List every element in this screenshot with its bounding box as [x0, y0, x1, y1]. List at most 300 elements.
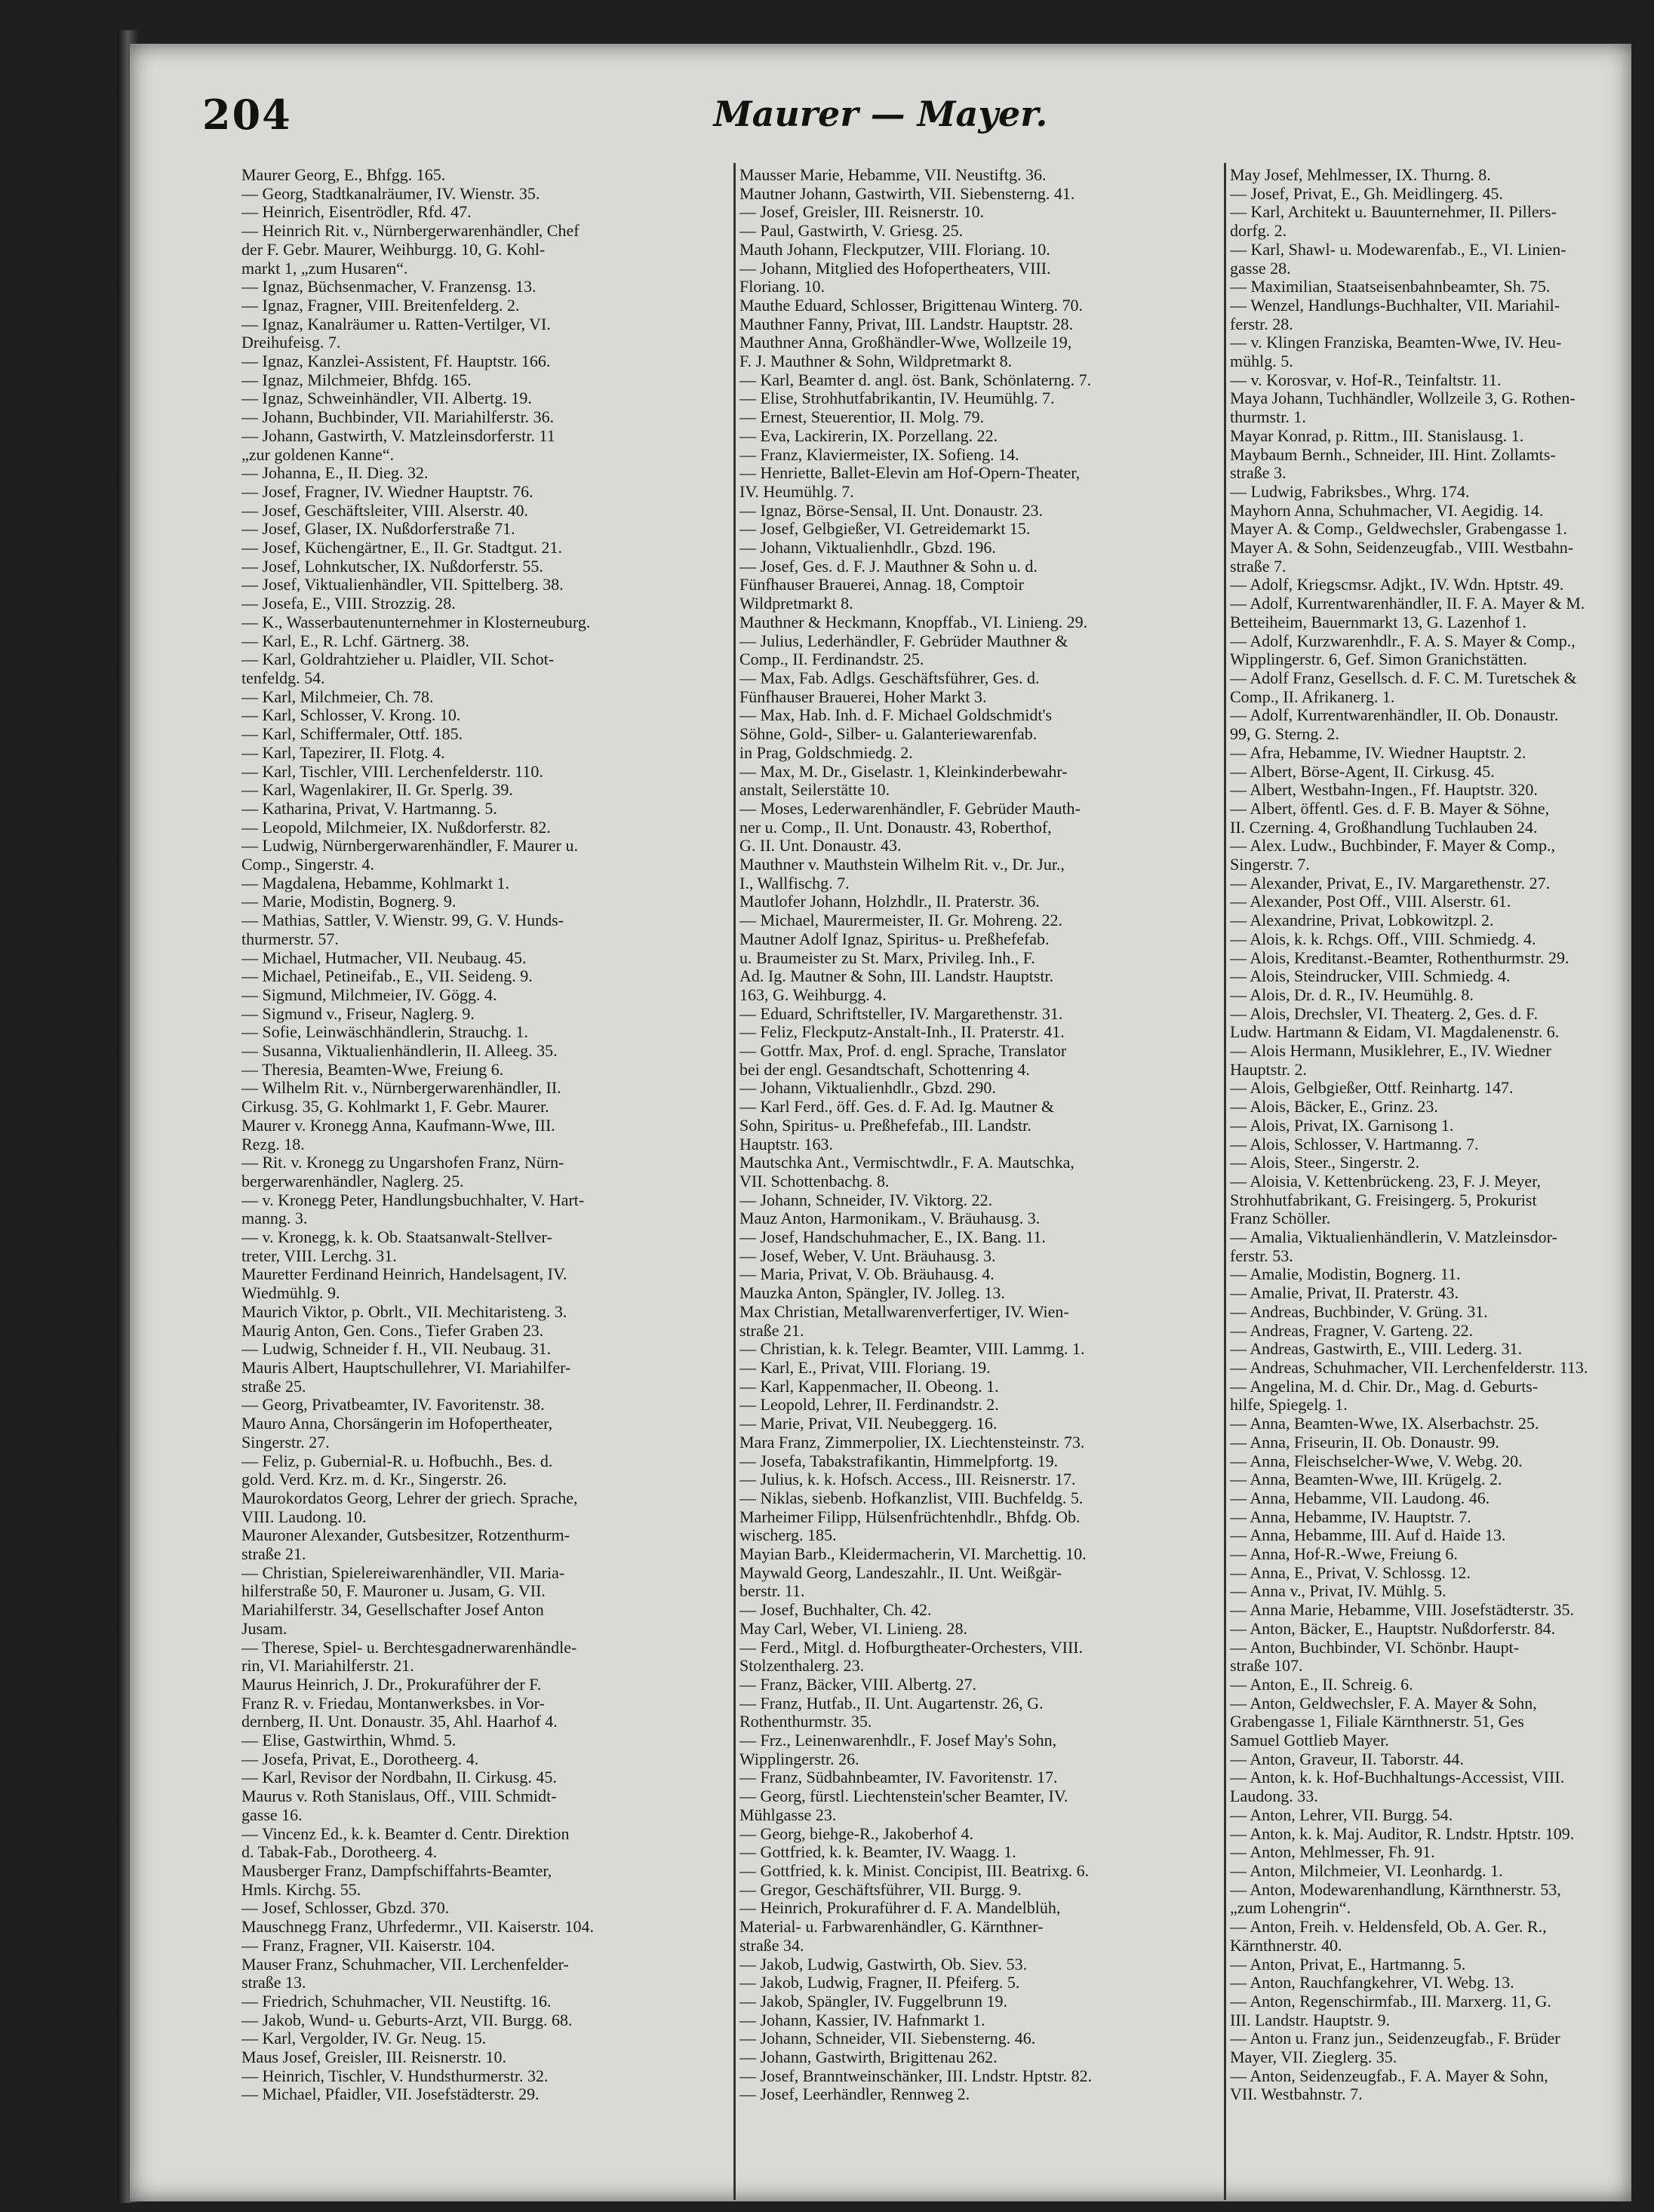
directory-entry: Maurus Heinrich, J. Dr., Prokuraführer der F. [241, 1675, 542, 1694]
directory-entry: — Josef, Küchengärtner, E., II. Gr. Stadtgut. 21. [241, 539, 562, 558]
directory-entry: — Alois, Kreditanst.-Beamter, Rothenthurmstr. 29. [1230, 948, 1569, 967]
directory-entry: — Vincenz Ed., k. k. Beamter d. Centr. Direktion [241, 1824, 570, 1843]
directory-entry: — Max, M. Dr., Giselastr. 1, Kleinkinderbewahr- [739, 762, 1068, 781]
directory-entry: I., Wallfischg. 7. [739, 874, 850, 892]
directory-entry: — Anton, E., II. Schreig. 6. [1230, 1675, 1413, 1694]
directory-entry: „zur goldenen Kanne“. [241, 445, 395, 464]
directory-entry: Mausberger Franz, Dampfschiffahrts-Beamter, [241, 1861, 552, 1880]
directory-entry: — Maximilian, Staatseisenbahnbeamter, Sh. 75. [1230, 278, 1551, 296]
directory-entry: Hauptstr. 2. [1230, 1060, 1308, 1079]
directory-entry: — Leopold, Lehrer, II. Ferdinandstr. 2. [739, 1396, 999, 1415]
directory-entry: Betteiheim, Bauernmarkt 13, G. Lazenhof 1. [1230, 613, 1526, 631]
directory-entry: — Niklas, siebenb. Hofkanzlist, VIII. Buchfeldg. 5. [739, 1488, 1084, 1507]
directory-entry: Wiedmühlg. 9. [241, 1284, 340, 1303]
directory-entry: — Feliz, Fleckputz-Anstalt-Inh., II. Praterstr. 41. [739, 1023, 1065, 1042]
directory-entry: — Karl, E., Privat, VIII. Floriang. 19. [739, 1359, 991, 1377]
directory-entry: dernberg, II. Unt. Donaustr. 35, Ahl. Haarhof 4. [241, 1713, 558, 1731]
directory-entry: — Josefa, Privat, E., Dorotheerg. 4. [241, 1750, 479, 1768]
directory-entry: — Alois, Privat, IX. Garnisong 1. [1230, 1116, 1454, 1135]
directory-entry: Mauthner & Heckmann, Knopffab., VI. Linieng. 29. [739, 613, 1088, 631]
directory-entry: rin, VI. Mariahilferstr. 21. [241, 1657, 414, 1676]
directory-entry: Stolzenthalerg. 23. [739, 1657, 865, 1676]
directory-entry: — Anton u. Franz jun., Seidenzeugfab., F. Brüder [1230, 2029, 1560, 2048]
directory-entry: — Ferd., Mitgl. d. Hofburgtheater-Orchesters, VIII. [739, 1638, 1084, 1657]
directory-entry: — Albert, Börse-Agent, II. Cirkusg. 45. [1230, 762, 1495, 781]
directory-entry: Mauroner Alexander, Gutsbesitzer, Rotzenthurm- [241, 1526, 570, 1545]
page-number: 204 [202, 91, 292, 139]
directory-entry: — Karl, Beamter d. angl. öst. Bank, Schönlaterng. 7. [739, 370, 1092, 389]
directory-entry: — Karl, Shawl- u. Modewarenfab., E., VI. Linien- [1230, 240, 1566, 259]
directory-entry: — Josef, Gelbgießer, VI. Getreidemarkt 15. [739, 520, 1031, 539]
directory-entry: — Alexandrine, Privat, Lobkowitzpl. 2. [1230, 911, 1494, 930]
directory-entry: — Alexander, Post Off., VIII. Alserstr. 61. [1230, 892, 1511, 911]
directory-entry: — Georg, biehge-R., Jakoberhof 4. [739, 1824, 973, 1843]
directory-entry: Samuel Gottlieb Mayer. [1230, 1731, 1389, 1750]
directory-entry: — Jakob, Spängler, IV. Fuggelbrunn 19. [739, 1992, 1007, 2011]
directory-entry: — Alois, Drechsler, VI. Theaterg. 2, Ges. d. F. [1230, 1004, 1538, 1023]
directory-entry: — Johann, Schneider, VII. Siebensterng. 46. [739, 2029, 1036, 2048]
directory-entry: Strohhutfabrikant, G. Freisingerg. 5, Prokurist [1230, 1190, 1537, 1209]
directory-entry: — Frz., Leinenwarenhdlr., F. Josef May's Sohn, [739, 1731, 1057, 1750]
directory-entry: — Johann, Kassier, IV. Hafnmarkt 1. [739, 2011, 985, 2029]
directory-entry: — Josef, Fragner, IV. Wiedner Hauptstr. 76. [241, 482, 533, 501]
directory-entry: Fünfhauser Brauerei, Annag. 18, Comptoir [739, 576, 1024, 594]
directory-entry: — Theresia, Beamten-Wwe, Freiung 6. [241, 1060, 504, 1079]
directory-entry: — Marie, Modistin, Bognerg. 9. [241, 892, 457, 911]
directory-entry: — Anton, Privat, E., Hartmanng. 5. [1230, 1955, 1466, 1974]
directory-entry: Hmls. Kirchg. 55. [241, 1880, 361, 1899]
directory-column-3 [1230, 166, 1631, 2104]
directory-entry: — Ignaz, Milchmeier, Bhfdg. 165. [241, 370, 472, 389]
directory-entry: — Anton, Regenschirmfab., III. Marxerg. 11, G. [1230, 1992, 1551, 2011]
directory-entry: Maurer Georg, E., Bhfgg. 165. [241, 166, 446, 184]
directory-entry: — Ludwig, Fabriksbes., Whrg. 174. [1230, 482, 1470, 501]
directory-entry: — Anton, Modewarenhandlung, Kärnthnerstr. 53, [1230, 1880, 1561, 1899]
directory-entry: anstalt, Seilerstätte 10. [739, 781, 890, 800]
directory-entry: — Anna, E., Privat, V. Schlossg. 12. [1230, 1563, 1471, 1582]
directory-entry: — Jakob, Ludwig, Gastwirth, Ob. Siev. 53. [739, 1955, 1028, 1974]
directory-entry: — Johann, Gastwirth, V. Matzleinsdorferstr. 11 [241, 426, 555, 445]
directory-entry: — Amalia, Viktualienhändlerin, V. Matzleinsdor- [1230, 1228, 1557, 1247]
directory-entry: Fünfhauser Brauerei, Hoher Markt 3. [739, 687, 987, 706]
directory-entry: — Feliz, p. Gubernial-R. u. Hofbuchh., Bes. d. [241, 1452, 553, 1470]
directory-entry: G. II. Unt. Donaustr. 43. [739, 837, 902, 856]
directory-entry: — Karl, Kappenmacher, II. Obeong. 1. [739, 1377, 999, 1396]
directory-entry: Maus Josef, Greisler, III. Reisnerstr. 10. [241, 2048, 507, 2067]
directory-entry: II. Czerning. 4, Großhandlung Tuchlauben 24. [1230, 818, 1538, 837]
directory-entry: Mauschnegg Franz, Uhrfedermr., VII. Kaiserstr. 104. [241, 1918, 594, 1937]
directory-entry: Max Christian, Metallwarenverfertiger, IV. Wien- [739, 1302, 1069, 1321]
directory-entry: — Sigmund v., Friseur, Naglerg. 9. [241, 1004, 475, 1023]
directory-entry: III. Landstr. Hauptstr. 9. [1230, 2011, 1391, 2029]
directory-entry: — Adolf, Kurzwarenhdlr., F. A. S. Mayer & Comp., [1230, 631, 1576, 650]
directory-entry: Wipplingerstr. 6, Gef. Simon Granichstätten. [1230, 650, 1527, 669]
directory-entry: — Christian, Spielereiwarenhändler, VII. Maria- [241, 1563, 565, 1582]
directory-entry: der F. Gebr. Maurer, Weihburgg. 10, G. Kohl- [241, 240, 546, 259]
directory-entry: mühlg. 5. [1230, 352, 1293, 371]
directory-entry: Mauz Anton, Harmonikam., V. Bräuhausg. 3. [739, 1209, 1041, 1228]
directory-entry: — Georg, Stadtkanalräumer, IV. Wienstr. 35. [241, 184, 540, 203]
directory-entry: — Ignaz, Büchsenmacher, V. Franzensg. 13. [241, 278, 536, 296]
directory-entry: VII. Westbahnstr. 7. [1230, 2085, 1363, 2104]
directory-entry: — Anna, Beamten-Wwe, III. Krügelg. 2. [1230, 1470, 1502, 1489]
directory-entry: Maurich Viktor, p. Obrlt., VII. Mechitaristeng. 3. [241, 1302, 567, 1321]
directory-entry: Maurig Anton, Gen. Cons., Tiefer Graben 23. [241, 1321, 544, 1340]
directory-entry: — Susanna, Viktualienhändlerin, II. Alleeg. 35. [241, 1042, 558, 1061]
directory-entry: — Leopold, Milchmeier, IX. Nußdorferstr. 82. [241, 818, 551, 837]
directory-entry: — Mathias, Sattler, V. Wienstr. 99, G. V. Hunds- [241, 911, 564, 930]
directory-entry: „zum Lohengrin“. [1230, 1899, 1351, 1918]
directory-entry: May Carl, Weber, VI. Linieng. 28. [739, 1619, 968, 1638]
directory-entry: — Anton, Milchmeier, VI. Leonhardg. 1. [1230, 1861, 1503, 1880]
directory-entry: — Karl Ferd., öff. Ges. d. F. Ad. Ig. Mautner & [739, 1098, 1055, 1117]
directory-entry: thurmerstr. 57. [241, 929, 339, 948]
directory-entry: 99, G. Sterng. 2. [1230, 725, 1339, 744]
directory-entry: — Alois, Bäcker, E., Grinz. 23. [1230, 1098, 1438, 1117]
directory-entry: tenfeldg. 54. [241, 668, 325, 687]
directory-entry: — Friedrich, Schuhmacher, VII. Neustiftg. 16. [241, 1992, 552, 2011]
directory-entry: Mautlofer Johann, Holzhdlr., II. Praterstr. 36. [739, 892, 1040, 911]
directory-entry: F. J. Mauthner & Sohn, Wildpretmarkt 8. [739, 352, 1013, 371]
directory-entry: — Michael, Petineifab., E., VII. Seideng. 9. [241, 967, 533, 986]
directory-entry: straße 21. [739, 1321, 804, 1340]
directory-entry: — Albert, öffentl. Ges. d. F. B. Mayer & Söhne, [1230, 799, 1550, 818]
directory-entry: Maurokordatos Georg, Lehrer der griech. Sprache, [241, 1488, 578, 1507]
directory-entry: — v. Kronegg Peter, Handlungsbuchhalter, V. Hart- [241, 1190, 585, 1209]
directory-entry: — Anton, k. k. Maj. Auditor, R. Lndstr. Hptstr. 109. [1230, 1824, 1575, 1843]
directory-entry: — Josef, Handschuhmacher, E., IX. Bang. 11. [739, 1228, 1046, 1247]
directory-entry: — Anna, Hebamme, III. Auf d. Haide 13. [1230, 1526, 1506, 1545]
directory-entry: Singerstr. 7. [1230, 856, 1310, 874]
directory-entry: — Anton, Bäcker, E., Hauptstr. Nußdorferstr. 84. [1230, 1619, 1556, 1638]
directory-entry: — Jakob, Ludwig, Fragner, II. Pfeiferg. 5. [739, 1974, 1020, 1992]
directory-entry: — Ignaz, Fragner, VIII. Breitenfelderg. 2. [241, 296, 520, 315]
directory-entry: — Gregor, Geschäftsführer, VII. Burgg. 9. [739, 1880, 1022, 1899]
directory-entry: straße 13. [241, 1974, 306, 1992]
directory-entry: — Julius, Lederhändler, F. Gebrüder Mauthner & [739, 631, 1068, 650]
directory-entry: straße 21. [241, 1545, 306, 1564]
directory-entry: Mautner Johann, Gastwirth, VII. Siebensterng. 41. [739, 184, 1075, 203]
directory-entry: u. Braumeister zu St. Marx, Privileg. Inh., F. [739, 948, 1035, 967]
directory-entry: Mara Franz, Zimmerpolier, IX. Liechtensteinstr. 73. [739, 1433, 1085, 1452]
directory-entry: Mauser Franz, Schuhmacher, VII. Lerchenfelder- [241, 1955, 569, 1974]
directory-entry: — Heinrich, Tischler, V. Hundsthurmerstr. 32. [241, 2066, 549, 2085]
directory-entry: — Moses, Lederwarenhändler, F. Gebrüder Mauth- [739, 799, 1081, 818]
directory-entry: — Anna, Beamten-Wwe, IX. Alserbachstr. 25. [1230, 1415, 1539, 1433]
directory-entry: — Franz, Fragner, VII. Kaiserstr. 104. [241, 1936, 495, 1955]
directory-entry: IV. Heumühlg. 7. [739, 482, 854, 501]
directory-entry: Ludw. Hartmann & Eidam, VI. Magdalenenstr. 6. [1230, 1023, 1560, 1042]
directory-entry: — Katharina, Privat, V. Hartmanng. 5. [241, 799, 497, 818]
directory-entry: — Josefa, E., VIII. Strozzig. 28. [241, 594, 456, 613]
directory-entry: straße 34. [739, 1936, 804, 1955]
directory-entry: — Anna, Hebamme, VII. Laudong. 46. [1230, 1488, 1490, 1507]
directory-entry: — Andreas, Fragner, V. Garteng. 22. [1230, 1321, 1474, 1340]
directory-entry: — Karl, Architekt u. Bauunternehmer, II. Pillers- [1230, 203, 1557, 222]
directory-entry: d. Tabak-Fab., Dorotheerg. 4. [241, 1843, 438, 1862]
directory-entry: — Anton, Geldwechsler, F. A. Mayer & Sohn, [1230, 1694, 1537, 1713]
directory-entry: gasse 16. [241, 1805, 303, 1824]
directory-entry: — Ignaz, Schweinhändler, VII. Albertg. 19. [241, 389, 532, 408]
directory-entry: — Maria, Privat, V. Ob. Bräuhausg. 4. [739, 1265, 995, 1284]
directory-column-1 [241, 166, 732, 2104]
directory-entry: straße 107. [1230, 1657, 1303, 1676]
directory-entry: bei der engl. Gesandtschaft, Schottenring 4. [739, 1060, 1030, 1079]
directory-entry: — Franz, Bäcker, VIII. Albertg. 27. [739, 1675, 976, 1694]
directory-entry: — Johann, Mitglied des Hofopertheaters, VIII. [739, 259, 1051, 278]
directory-entry: Sohn, Spiritus- u. Preßhefefab., III. Landstr. [739, 1116, 1031, 1135]
directory-entry: — Heinrich, Eisentrödler, Rfd. 47. [241, 203, 472, 222]
directory-entry: — Franz, Klaviermeister, IX. Sofieng. 14. [739, 445, 1019, 464]
directory-entry: — Gottfr. Max, Prof. d. engl. Sprache, Translator [739, 1042, 1067, 1061]
directory-entry: — Magdalena, Hebamme, Kohlmarkt 1. [241, 874, 509, 892]
directory-entry: — Anton, k. k. Hof-Buchhaltungs-Accessist, VIII. [1230, 1768, 1565, 1787]
directory-entry: — Karl, Wagenlakirer, II. Gr. Sperlg. 39. [241, 781, 513, 800]
directory-entry: — v. Korosvar, v. Hof-R., Teinfaltstr. 11. [1230, 370, 1502, 389]
directory-entry: straße 7. [1230, 557, 1287, 576]
directory-entry: — Anton, Lehrer, VII. Burgg. 54. [1230, 1805, 1453, 1824]
directory-entry: Wildpretmarkt 8. [739, 594, 853, 613]
directory-entry: — Ludwig, Schneider f. H., VII. Neubaug. 31. [241, 1340, 552, 1359]
directory-entry: Comp., Singerstr. 4. [241, 856, 375, 874]
directory-entry: Mayar Konrad, p. Rittm., III. Stanislausg. 1. [1230, 426, 1524, 445]
directory-entry: — Max, Hab. Inh. d. F. Michael Goldschmidt's [739, 706, 1053, 725]
directory-entry: — Jakob, Wund- u. Geburts-Arzt, VII. Burgg. 68. [241, 2011, 573, 2029]
column-divider [1224, 163, 1226, 2200]
directory-entry: Hauptstr. 163. [739, 1135, 834, 1154]
directory-entry: — Franz, Hutfab., II. Unt. Augartenstr. 26, G. [739, 1694, 1044, 1713]
page-header [130, 91, 1631, 158]
directory-entry: Mayhorn Anna, Schuhmacher, VI. Aegidig. 14. [1230, 501, 1544, 520]
directory-entry: — Josef, Viktualienhändler, VII. Spittelberg. 38. [241, 576, 564, 594]
directory-entry: — Alois, Steindrucker, VIII. Schmiedg. 4. [1230, 967, 1511, 986]
directory-entry: Maurer v. Kronegg Anna, Kaufmann-Wwe, III. [241, 1116, 555, 1135]
directory-entry: — Franz, Südbahnbeamter, IV. Favoritenstr. 17. [739, 1768, 1058, 1787]
directory-entry: — Josef, Weber, V. Unt. Bräuhausg. 3. [739, 1246, 996, 1265]
running-head: Maurer — Mayer. [713, 94, 1048, 134]
directory-entry: Material- u. Farbwarenhändler, G. Kärnthner- [739, 1918, 1044, 1937]
directory-entry: — Paul, Gastwirth, V. Griesg. 25. [739, 222, 964, 241]
directory-entry: Maywald Georg, Landeszahlr., II. Unt. Weißgär- [739, 1563, 1062, 1582]
directory-entry: May Josef, Mehlmesser, IX. Thurng. 8. [1230, 166, 1491, 184]
directory-entry: — Afra, Hebamme, IV. Wiedner Hauptstr. 2. [1230, 743, 1526, 762]
directory-entry: Grabengasse 1, Filiale Kärnthnerstr. 51, Ges [1230, 1713, 1524, 1731]
directory-entry: — Anna, Hof-R.-Wwe, Freiung 6. [1230, 1545, 1458, 1564]
directory-entry: — Wilhelm Rit. v., Nürnbergerwarenhändler, II. [241, 1079, 561, 1098]
directory-entry: — Alois, Dr. d. R., IV. Heumühlg. 8. [1230, 985, 1474, 1004]
directory-entry: — Sofie, Leinwäschhändlerin, Strauchg. 1. [241, 1023, 529, 1042]
directory-entry: manng. 3. [241, 1209, 308, 1228]
directory-entry: — Rit. v. Kronegg zu Ungarshofen Franz, Nürn- [241, 1154, 564, 1172]
directory-entry: — Anna v., Privat, IV. Mühlg. 5. [1230, 1582, 1446, 1601]
directory-entry: — Karl, Revisor der Nordbahn, II. Cirkusg. 45. [241, 1768, 557, 1787]
directory-entry: — K., Wasserbautenunternehmer in Klosterneuburg. [241, 613, 591, 631]
directory-entry: treter, VIII. Lerchg. 31. [241, 1246, 397, 1265]
directory-entry: Söhne, Gold-, Silber- u. Galanteriewarenfab. [739, 725, 1038, 744]
directory-page [130, 44, 1631, 2201]
directory-entry: — Ernest, Steuerentior, II. Molg. 79. [739, 408, 985, 427]
directory-entry: Singerstr. 27. [241, 1433, 330, 1452]
directory-entry: ferstr. 28. [1230, 315, 1293, 333]
directory-entry: Laudong. 33. [1230, 1787, 1318, 1806]
directory-entry: — Alois, k. k. Rchgs. Off., VIII. Schmiedg. 4. [1230, 929, 1536, 948]
directory-entry: in Prag, Goldschmiedg. 2. [739, 743, 913, 762]
directory-entry: — Marie, Privat, VII. Neubeggerg. 16. [739, 1415, 998, 1433]
directory-entry: straße 3. [1230, 464, 1287, 483]
directory-entry: — Sigmund, Milchmeier, IV. Gögg. 4. [241, 985, 497, 1004]
directory-column-2 [739, 166, 1222, 2104]
directory-entry: — Michael, Hutmacher, VII. Neubaug. 45. [241, 948, 527, 967]
directory-entry: Dreihufeisg. 7. [241, 333, 341, 352]
directory-entry: — Josef, Lohnkutscher, IX. Nußdorferstr. 55. [241, 557, 543, 576]
directory-entry: VIII. Laudong. 10. [241, 1507, 367, 1526]
directory-entry: — Therese, Spiel- u. Berchtesgadnerwarenhändle- [241, 1638, 577, 1657]
directory-entry: — Angelina, M. d. Chir. Dr., Mag. d. Geburts- [1230, 1377, 1539, 1396]
directory-entry: — Anna, Friseurin, II. Ob. Donaustr. 99. [1230, 1433, 1499, 1452]
directory-entry: — Alex. Ludw., Buchbinder, F. Mayer & Comp., [1230, 837, 1555, 856]
directory-entry: Mayer A. & Comp., Geldwechsler, Grabengasse 1. [1230, 520, 1567, 539]
directory-entry: — Anton, Buchbinder, VI. Schönbr. Haupt- [1230, 1638, 1520, 1657]
directory-entry: — Elise, Strohhutfabrikantin, IV. Heumühlg. 7. [739, 389, 1055, 408]
directory-entry: — Wenzel, Handlungs-Buchhalter, VII. Mariahil- [1230, 296, 1560, 315]
directory-entry: 163, G. Weihburgg. 4. [739, 985, 887, 1004]
directory-entry: — Johann, Viktualienhdlr., Gbzd. 196. [739, 539, 996, 558]
directory-entry: — Albert, Westbahn-Ingen., Ff. Hauptstr. 320. [1230, 781, 1538, 800]
directory-entry: — Gottfried, k. k. Minist. Concipist, III. Beatrixg. 6. [739, 1861, 1090, 1880]
directory-entry: — Johann, Viktualienhdlr., Gbzd. 290. [739, 1079, 996, 1098]
directory-entry: Mauro Anna, Chorsängerin im Hofopertheater, [241, 1415, 553, 1433]
directory-entry: hilfe, Spiegelg. 1. [1230, 1396, 1348, 1415]
directory-entry: — Andreas, Schuhmacher, VII. Lerchenfelderstr. 113. [1230, 1359, 1588, 1377]
directory-entry: VII. Schottenbachg. 8. [739, 1172, 890, 1190]
directory-entry: — v. Kronegg, k. k. Ob. Staatsanwalt-Stellver- [241, 1228, 552, 1247]
directory-entry: gold. Verd. Krz. m. d. Kr., Singerstr. 26. [241, 1470, 507, 1489]
directory-entry: Mauthner Anna, Großhändler-Wwe, Wollzeile 19, [739, 333, 1072, 352]
directory-entry: Mauris Albert, Hauptschullehrer, VI. Mariahilfer- [241, 1359, 571, 1377]
directory-entry: — Eduard, Schriftsteller, IV. Margarethenstr. 31. [739, 1004, 1063, 1023]
directory-entry: — Andreas, Buchbinder, V. Grüng. 31. [1230, 1302, 1488, 1321]
directory-entry: — Anna, Fleischselcher-Wwe, V. Webg. 20. [1230, 1452, 1523, 1470]
directory-entry: Rezg. 18. [241, 1135, 305, 1154]
directory-entry: — Alois, Schlosser, V. Hartmanng. 7. [1230, 1135, 1479, 1154]
directory-entry: — Ignaz, Kanalräumer u. Ratten-Vertilger, VI. [241, 315, 551, 333]
directory-entry: — Johann, Gastwirth, Brigittenau 262. [739, 2048, 998, 2067]
directory-entry: Comp., II. Ferdinandstr. 25. [739, 650, 924, 669]
directory-entry: — Georg, fürstl. Liechtenstein'scher Beamter, IV. [739, 1787, 1068, 1806]
directory-entry: — Johanna, E., II. Dieg. 32. [241, 464, 429, 483]
directory-entry: Comp., II. Afrikanerg. 1. [1230, 687, 1395, 706]
directory-entry: Mauthner v. Mauthstein Wilhelm Rit. v., Dr. Jur., [739, 856, 1065, 874]
directory-entry: — Johann, Buchbinder, VII. Mariahilferstr. 36. [241, 408, 555, 427]
directory-entry: — Josef, Schlosser, Gbzd. 370. [241, 1899, 450, 1918]
directory-entry: Mühlgasse 23. [739, 1805, 837, 1824]
directory-entry: — Max, Fab. Adlgs. Geschäftsführer, Ges. d. [739, 668, 1040, 687]
directory-entry: Maya Johann, Tuchhändler, Wollzeile 3, G. Rothen- [1230, 389, 1576, 408]
directory-entry: — Eva, Lackirerin, IX. Porzellang. 22. [739, 426, 998, 445]
directory-entry: hilferstraße 50, F. Mauroner u. Jusam, G. VII. [241, 1582, 546, 1601]
directory-entry: — Alois, Gelbgießer, Ottf. Reinhartg. 147. [1230, 1079, 1514, 1098]
directory-entry: Mauth Johann, Fleckputzer, VIII. Floriang. 10. [739, 240, 1050, 259]
directory-entry: — Josef, Geschäftsleiter, VIII. Alserstr. 40. [241, 501, 528, 520]
directory-entry: — Alexander, Privat, E., IV. Margarethenstr. 27. [1230, 874, 1551, 892]
directory-entry: Mauthner Fanny, Privat, III. Landstr. Hauptstr. 28. [739, 315, 1074, 333]
directory-entry: Mauthe Eduard, Schlosser, Brigittenau Winterg. 70. [739, 296, 1084, 315]
directory-entry: — Gottfried, k. k. Beamter, IV. Waagg. 1. [739, 1843, 1016, 1862]
directory-entry: Mayian Barb., Kleidermacherin, VI. Marchettig. 10. [739, 1545, 1087, 1564]
directory-entry: — Karl, Milchmeier, Ch. 78. [241, 687, 434, 706]
directory-entry: — Josef, Buchhalter, Ch. 42. [739, 1601, 932, 1620]
directory-entry: Maybaum Bernh., Schneider, III. Hint. Zollamts- [1230, 445, 1556, 464]
directory-entry: — Josefa, Tabakstrafikantin, Himmelpfortg. 19. [739, 1452, 1059, 1470]
directory-entry: Mariahilferstr. 34, Gesellschafter Josef Anton [241, 1601, 544, 1620]
directory-entry: Rothenthurmstr. 35. [739, 1713, 872, 1731]
directory-entry: — Karl, Schlosser, V. Krong. 10. [241, 706, 461, 725]
directory-entry: — Adolf, Kriegscmsr. Adjkt., IV. Wdn. Hptstr. 49. [1230, 576, 1564, 594]
directory-entry: gasse 28. [1230, 259, 1291, 278]
directory-entry: Mautner Adolf Ignaz, Spiritus- u. Preßhefefab. [739, 929, 1050, 948]
directory-entry: Franz Schöller. [1230, 1209, 1331, 1228]
directory-entry: Jusam. [241, 1619, 287, 1638]
directory-entry: — Elise, Gastwirthin, Whmd. 5. [241, 1731, 457, 1750]
directory-entry: — Anna, Hebamme, IV. Hauptstr. 7. [1230, 1507, 1471, 1526]
directory-entry: Kärnthnerstr. 40. [1230, 1936, 1342, 1955]
directory-entry: — Anton, Graveur, II. Taborstr. 44. [1230, 1750, 1465, 1768]
column-divider [733, 163, 736, 2200]
directory-entry: — Anton, Seidenzeugfab., F. A. Mayer & Sohn, [1230, 2066, 1548, 2085]
directory-entry: — Michael, Maurermeister, II. Gr. Mohreng. 22. [739, 911, 1063, 930]
directory-entry: — Andreas, Gastwirth, E., VIII. Lederg. 31. [1230, 1340, 1523, 1359]
directory-entry: — Karl, Schiffermaler, Ottf. 185. [241, 725, 463, 744]
directory-entry: Mayer, VII. Zieglerg. 35. [1230, 2048, 1397, 2067]
directory-entry: Mayer A. & Sohn, Seidenzeugfab., VIII. Westbahn- [1230, 539, 1574, 558]
directory-entry: straße 25. [241, 1377, 306, 1396]
directory-entry: — Christian, k. k. Telegr. Beamter, VIII. Lammg. 1. [739, 1340, 1085, 1359]
directory-entry: ner u. Comp., II. Unt. Donaustr. 43, Roberthof, [739, 818, 1052, 837]
directory-entry: Cirkusg. 35, G. Kohlmarkt 1, F. Gebr. Maurer. [241, 1098, 549, 1117]
directory-entry: Ad. Ig. Mautner & Sohn, III. Landstr. Hauptstr. [739, 967, 1054, 986]
directory-entry: — Josef, Glaser, IX. Nußdorferstraße 71. [241, 520, 515, 539]
directory-entry: Marheimer Filipp, Hülsenfrüchtenhdlr., Bhfdg. Ob. [739, 1507, 1081, 1526]
directory-entry: — Anton, Mehlmesser, Fh. 91. [1230, 1843, 1435, 1862]
directory-entry: Mauzka Anton, Spängler, IV. Jolleg. 13. [739, 1284, 1005, 1303]
directory-entry: — Adolf, Kurrentwarenhändler, II. Ob. Donaustr. [1230, 706, 1559, 725]
directory-entry: — Alois, Steer., Singerstr. 2. [1230, 1154, 1420, 1172]
directory-entry: berstr. 11. [739, 1582, 805, 1601]
directory-entry: — Josef, Privat, E., Gh. Meidlingerg. 45. [1230, 184, 1503, 203]
directory-entry: — Amalie, Privat, II. Praterstr. 43. [1230, 1284, 1459, 1303]
directory-entry: — Georg, Privatbeamter, IV. Favoritenstr. 38. [241, 1396, 545, 1415]
directory-entry: bergerwarenhändler, Naglerg. 25. [241, 1172, 464, 1190]
directory-entry: — Josef, Leerhändler, Rennweg 2. [739, 2085, 970, 2104]
directory-entry: — Alois Hermann, Musiklehrer, E., IV. Wiedner [1230, 1042, 1551, 1061]
directory-entry: wischerg. 185. [739, 1526, 837, 1545]
directory-entry: thurmstr. 1. [1230, 408, 1306, 427]
directory-entry: — Josef, Branntweinschänker, III. Lndstr. Hptstr. 82. [739, 2066, 1093, 2085]
directory-entry: — Johann, Schneider, IV. Viktorg. 22. [739, 1190, 993, 1209]
directory-entry: — Aloisia, V. Kettenbrückeng. 23, F. J. Meyer, [1230, 1172, 1542, 1190]
directory-entry: — Karl, Tapezirer, II. Flotg. 4. [241, 743, 445, 762]
directory-entry: — Julius, k. k. Hofsch. Access., III. Reisnerstr. 17. [739, 1470, 1076, 1489]
directory-entry: — Josef, Greisler, III. Reisnerstr. 10. [739, 203, 985, 222]
directory-entry: — Ludwig, Nürnbergerwarenhändler, F. Maurer u. [241, 837, 578, 856]
directory-entry: — Ignaz, Kanzlei-Assistent, Ff. Hauptstr. 166. [241, 352, 551, 371]
directory-entry: dorfg. 2. [1230, 222, 1287, 241]
directory-entry: — Karl, Vergolder, IV. Gr. Neug. 15. [241, 2029, 487, 2048]
directory-entry: — Anton, Rauchfangkehrer, VI. Webg. 13. [1230, 1974, 1514, 1992]
directory-entry: markt 1, „zum Husaren“. [241, 259, 408, 278]
directory-entry: — Heinrich Rit. v., Nürnbergerwarenhändler, Chef [241, 222, 580, 241]
directory-entry: — Heinrich, Prokuraführer d. F. A. Mandelblüh, [739, 1899, 1061, 1918]
